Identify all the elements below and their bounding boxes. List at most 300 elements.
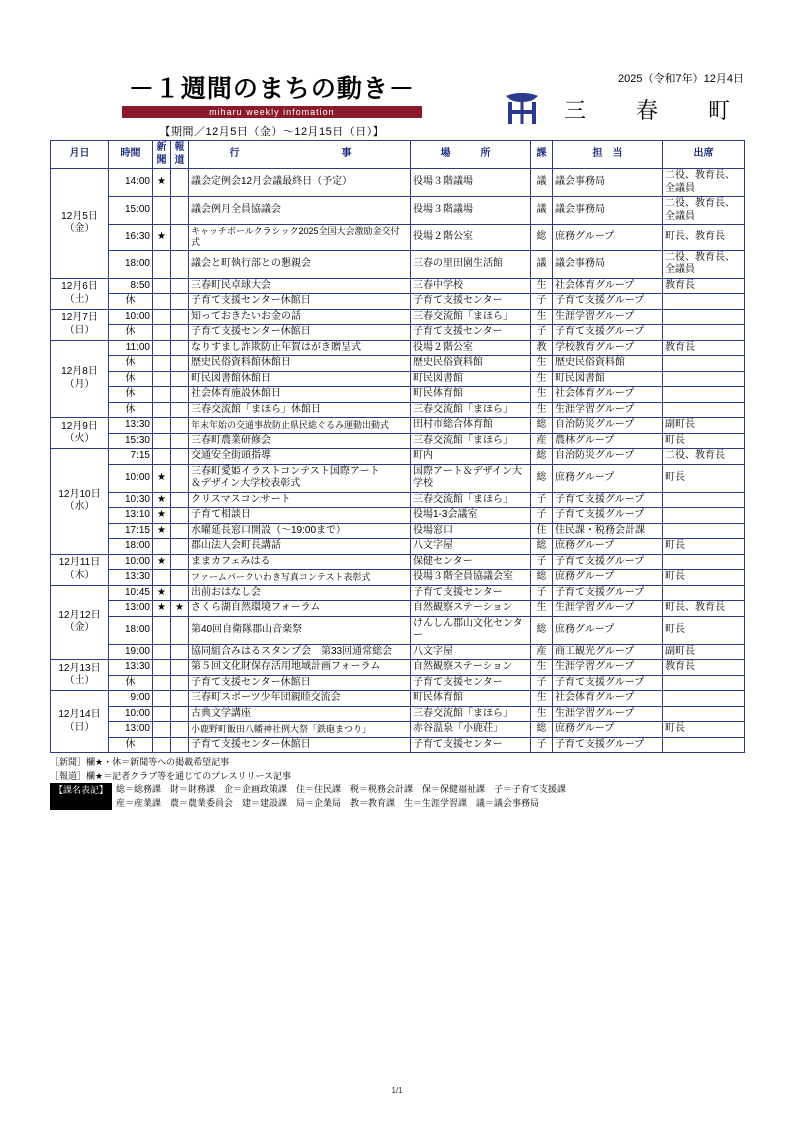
cell-place: 役場３階全員協議会室 (411, 570, 531, 586)
cell-department-code: 住 (531, 523, 553, 539)
table-row (51, 554, 745, 570)
cell-date: 12月13日 （土） (51, 660, 109, 691)
cell-newspaper-mark (153, 616, 171, 644)
cell-place: 三春交流館「まほら」 (411, 433, 531, 449)
col-newspaper: 新聞 (153, 141, 171, 169)
cell-newspaper-mark (153, 250, 171, 278)
cell-event: 三春交流館「まほら」休館日 (189, 402, 411, 418)
cell-time: 13:00 (109, 601, 153, 617)
cell-attend: 二役、教育長、全議員 (663, 250, 745, 278)
schedule-body (51, 169, 745, 753)
header-left (50, 70, 494, 139)
cell-attend: 町長、教育長 (663, 601, 745, 617)
cell-newspaper-mark (153, 356, 171, 372)
note-newspaper: ［新聞］欄★・休＝新聞等への掲載希望記事 (50, 757, 230, 767)
cell-tantou: 子育て支援グループ (553, 294, 663, 310)
cell-time: 休 (109, 675, 153, 691)
cell-tantou: 議会事務局 (553, 250, 663, 278)
table-row (51, 169, 745, 197)
table-row (51, 402, 745, 418)
col-time: 時間 (109, 141, 153, 169)
cell-attend: 教育長 (663, 660, 745, 676)
cell-place: 三春交流館「まほら」 (411, 402, 531, 418)
cell-place: 子育て支援センター (411, 737, 531, 753)
cell-attend (663, 294, 745, 310)
cell-time: 休 (109, 371, 153, 387)
table-row (51, 371, 745, 387)
cell-time: 13:10 (109, 508, 153, 524)
table-row (51, 225, 745, 251)
cell-event: 第５回文化財保存活用地域計画フォーラム (189, 660, 411, 676)
cell-department-code: 子 (531, 675, 553, 691)
cell-department-code: 子 (531, 294, 553, 310)
table-row (51, 418, 745, 434)
cell-tantou: 社会体育グループ (553, 278, 663, 294)
cell-tantou: 歴史民俗資料館 (553, 356, 663, 372)
cell-event: 町民図書館休館日 (189, 371, 411, 387)
cell-newspaper-mark: ★ (153, 169, 171, 197)
cell-newspaper-mark (153, 387, 171, 403)
cell-press-mark (171, 644, 189, 660)
cell-attend (663, 371, 745, 387)
col-place: 場 所 (411, 141, 531, 169)
cell-event: 知っておきたいお金の話 (189, 309, 411, 325)
cell-place: 歴史民俗資料館 (411, 356, 531, 372)
cell-time: 11:00 (109, 340, 153, 356)
cell-attend (663, 675, 745, 691)
cell-tantou: 社会体育グループ (553, 387, 663, 403)
cell-event: 三春町民卓球大会 (189, 278, 411, 294)
title-band: miharu weekly infomation (122, 106, 422, 118)
cell-place: 町民体育館 (411, 691, 531, 707)
cell-department-code: 生 (531, 309, 553, 325)
cell-time: 10:00 (109, 464, 153, 492)
cell-newspaper-mark: ★ (153, 508, 171, 524)
cell-department-code: 産 (531, 433, 553, 449)
cell-tantou: 子育て支援グループ (553, 737, 663, 753)
table-row (51, 601, 745, 617)
cell-press-mark (171, 418, 189, 434)
table-row (51, 706, 745, 722)
department-legend-body (116, 783, 566, 810)
cell-press-mark: ★ (171, 601, 189, 617)
cell-event: 社会体育施設休館日 (189, 387, 411, 403)
cell-press-mark (171, 691, 189, 707)
cell-newspaper-mark (153, 706, 171, 722)
cell-department-code: 総 (531, 539, 553, 555)
cell-attend: 町長 (663, 433, 745, 449)
cell-department-code: 総 (531, 464, 553, 492)
cell-tantou: 庶務グループ (553, 539, 663, 555)
table-row (51, 539, 745, 555)
cell-tantou: 生涯学習グループ (553, 402, 663, 418)
cell-press-mark (171, 169, 189, 197)
cell-department-code: 議 (531, 169, 553, 197)
table-row (51, 309, 745, 325)
cell-event: 子育て支援センター休館日 (189, 675, 411, 691)
cell-department-code: 子 (531, 508, 553, 524)
cell-event: 三春町農業研修会 (189, 433, 411, 449)
cell-place: 八文字屋 (411, 644, 531, 660)
cell-date: 12月6日 （土） (51, 278, 109, 309)
table-row (51, 387, 745, 403)
cell-attend: 町長、教育長 (663, 225, 745, 251)
table-row (51, 464, 745, 492)
cell-department-code: 生 (531, 278, 553, 294)
cell-department-code: 総 (531, 616, 553, 644)
cell-department-code: 子 (531, 585, 553, 601)
cell-newspaper-mark (153, 402, 171, 418)
cell-date: 12月10日 （水） (51, 449, 109, 555)
cell-event: 子育て相談日 (189, 508, 411, 524)
town-name: 三 春 町 (563, 97, 744, 123)
cell-attend (663, 402, 745, 418)
cell-event: なりすまし詐欺防止年賀はがき贈呈式 (189, 340, 411, 356)
cell-place: 三春の里田園生活館 (411, 250, 531, 278)
cell-time: 14:00 (109, 169, 153, 197)
cell-event: クリスマスコンサート (189, 492, 411, 508)
cell-time: 18:00 (109, 539, 153, 555)
cell-attend (663, 387, 745, 403)
cell-time: 10:30 (109, 492, 153, 508)
page-title: －１週間のまちの動き－ (128, 75, 415, 103)
header-right (494, 70, 744, 128)
cell-tantou: 学校教育グループ (553, 340, 663, 356)
cell-department-code: 生 (531, 371, 553, 387)
cell-time: 13:00 (109, 722, 153, 738)
table-row (51, 508, 745, 524)
cell-place: 子育て支援センター (411, 585, 531, 601)
cell-date: 12月5日 （金） (51, 169, 109, 279)
miharu-town-logo-icon (500, 90, 544, 128)
cell-time: 15:00 (109, 197, 153, 225)
cell-press-mark (171, 675, 189, 691)
cell-place: 子育て支援センター (411, 325, 531, 341)
cell-event: キャッチボールクラシック2025全国大会激励金交付式 (189, 225, 411, 251)
cell-event: 協同組合みはるスタンプ会 第33回通常総会 (189, 644, 411, 660)
cell-time: 休 (109, 737, 153, 753)
footnotes (50, 756, 744, 810)
col-event: 行 事 (189, 141, 411, 169)
cell-attend (663, 325, 745, 341)
cell-event: 三春町愛姫イラストコンテスト国際アート ＆デザイン大学校表彰式 (189, 464, 411, 492)
cell-press-mark (171, 554, 189, 570)
col-date: 月日 (51, 141, 109, 169)
cell-tantou: 商工観光グループ (553, 644, 663, 660)
cell-attend: 副町長 (663, 418, 745, 434)
cell-place: 国際アート＆デザイン大学校 (411, 464, 531, 492)
cell-attend: 町長 (663, 464, 745, 492)
department-legend-label: 【課名表記】 (50, 783, 112, 810)
cell-newspaper-mark (153, 691, 171, 707)
table-row (51, 616, 745, 644)
cell-press-mark (171, 371, 189, 387)
cell-press-mark (171, 706, 189, 722)
cell-time: 17:15 (109, 523, 153, 539)
cell-newspaper-mark: ★ (153, 554, 171, 570)
cell-event: 交通安全街頭指導 (189, 449, 411, 465)
cell-place: 役場３階議場 (411, 169, 531, 197)
cell-time: 10:00 (109, 554, 153, 570)
cell-press-mark (171, 523, 189, 539)
cell-department-code: 生 (531, 660, 553, 676)
cell-attend: 教育長 (663, 340, 745, 356)
cell-date: 12月7日 （日） (51, 309, 109, 340)
table-row (51, 197, 745, 225)
cell-press-mark (171, 294, 189, 310)
cell-place: 役場３階議場 (411, 197, 531, 225)
cell-press-mark (171, 387, 189, 403)
cell-date: 12月11日 （木） (51, 554, 109, 585)
town-row (494, 90, 744, 128)
cell-press-mark (171, 616, 189, 644)
cell-event: 出前おはなし会 (189, 585, 411, 601)
cell-time: 7:15 (109, 449, 153, 465)
cell-newspaper-mark: ★ (153, 492, 171, 508)
cell-time: 18:00 (109, 616, 153, 644)
cell-newspaper-mark (153, 433, 171, 449)
cell-place: 町内 (411, 449, 531, 465)
cell-newspaper-mark: ★ (153, 464, 171, 492)
cell-department-code: 教 (531, 340, 553, 356)
cell-event: 水曜延長窓口開設（～19:00まで） (189, 523, 411, 539)
cell-newspaper-mark (153, 737, 171, 753)
table-header-row (51, 141, 745, 169)
table-row (51, 449, 745, 465)
cell-press-mark (171, 197, 189, 225)
cell-newspaper-mark (153, 340, 171, 356)
cell-press-mark (171, 660, 189, 676)
cell-press-mark (171, 433, 189, 449)
cell-place: 八文字屋 (411, 539, 531, 555)
cell-department-code: 総 (531, 722, 553, 738)
cell-event: 古典文学講座 (189, 706, 411, 722)
cell-department-code: 総 (531, 570, 553, 586)
cell-tantou: 子育て支援グループ (553, 325, 663, 341)
cell-tantou: 住民課・税務会計課 (553, 523, 663, 539)
cell-time: 10:45 (109, 585, 153, 601)
cell-department-code: 子 (531, 737, 553, 753)
cell-newspaper-mark (153, 660, 171, 676)
cell-press-mark (171, 309, 189, 325)
cell-tantou: 町民図書館 (553, 371, 663, 387)
cell-event: 第40回自衛隊郡山音楽祭 (189, 616, 411, 644)
table-row (51, 294, 745, 310)
cell-event: ファームパークいわき写真コンテスト表彰式 (189, 570, 411, 586)
cell-department-code: 子 (531, 492, 553, 508)
cell-place: 役場窓口 (411, 523, 531, 539)
cell-department-code: 生 (531, 402, 553, 418)
cell-time: 8:50 (109, 278, 153, 294)
cell-event: 子育て支援センター休館日 (189, 325, 411, 341)
cell-tantou: 庶務グループ (553, 464, 663, 492)
table-row (51, 570, 745, 586)
cell-place: 田村市総合体育館 (411, 418, 531, 434)
cell-attend: 二役、教育長、全議員 (663, 169, 745, 197)
cell-press-mark (171, 585, 189, 601)
cell-tantou: 庶務グループ (553, 616, 663, 644)
table-row (51, 675, 745, 691)
cell-press-mark (171, 340, 189, 356)
cell-event: 議会と町執行部との懇親会 (189, 250, 411, 278)
table-row (51, 325, 745, 341)
cell-time: 13:30 (109, 660, 153, 676)
cell-press-mark (171, 737, 189, 753)
cell-time: 15:30 (109, 433, 153, 449)
cell-time: 16:30 (109, 225, 153, 251)
cell-tantou: 農林グループ (553, 433, 663, 449)
cell-newspaper-mark (153, 325, 171, 341)
cell-department-code: 生 (531, 706, 553, 722)
cell-place: 町民図書館 (411, 371, 531, 387)
cell-place: 三春交流館「まほら」 (411, 309, 531, 325)
table-row (51, 278, 745, 294)
cell-newspaper-mark (153, 371, 171, 387)
cell-newspaper-mark (153, 644, 171, 660)
col-press: 報道 (171, 141, 189, 169)
cell-time: 休 (109, 387, 153, 403)
cell-newspaper-mark (153, 539, 171, 555)
cell-place: 三春交流館「まほら」 (411, 706, 531, 722)
cell-time: 19:00 (109, 644, 153, 660)
table-row (51, 644, 745, 660)
cell-attend (663, 691, 745, 707)
cell-newspaper-mark (153, 309, 171, 325)
note-press: ［報道］欄★＝記者クラブ等を通じてのプレスリリース記事 (50, 770, 291, 781)
cell-event: 三春町スポーツ少年団親睦交流会 (189, 691, 411, 707)
cell-time: 休 (109, 294, 153, 310)
cell-tantou: 生涯学習グループ (553, 309, 663, 325)
cell-place: 役場1-3会議室 (411, 508, 531, 524)
table-row (51, 722, 745, 738)
cell-press-mark (171, 449, 189, 465)
cell-press-mark (171, 325, 189, 341)
cell-newspaper-mark (153, 278, 171, 294)
cell-event: 議会定例会12月会議最終日（予定） (189, 169, 411, 197)
cell-newspaper-mark (153, 418, 171, 434)
cell-attend (663, 554, 745, 570)
cell-attend (663, 585, 745, 601)
table-row (51, 340, 745, 356)
cell-event: 議会例月全員協議会 (189, 197, 411, 225)
cell-tantou: 子育て支援グループ (553, 585, 663, 601)
col-attend: 出席 (663, 141, 745, 169)
cell-time: 10:00 (109, 706, 153, 722)
cell-place: 町民体育館 (411, 387, 531, 403)
cell-time: 休 (109, 356, 153, 372)
cell-attend: 町長 (663, 570, 745, 586)
cell-time: 18:00 (109, 250, 153, 278)
cell-department-code: 生 (531, 387, 553, 403)
cell-department-code: 総 (531, 449, 553, 465)
cell-department-code: 議 (531, 250, 553, 278)
cell-place: 役場２階公室 (411, 340, 531, 356)
schedule-table (50, 140, 745, 753)
cell-attend (663, 356, 745, 372)
cell-press-mark (171, 508, 189, 524)
cell-place: 子育て支援センター (411, 675, 531, 691)
cell-date: 12月9日 （火） (51, 418, 109, 449)
cell-place: 赤谷温泉「小鹿荘」 (411, 722, 531, 738)
cell-attend (663, 309, 745, 325)
cell-attend: 二役、教育長 (663, 449, 745, 465)
cell-tantou: 自治防災グループ (553, 418, 663, 434)
cell-attend: 町長 (663, 722, 745, 738)
issue-date: 2025（令和7年）12月4日 (618, 73, 744, 85)
cell-time: 休 (109, 325, 153, 341)
table-row (51, 585, 745, 601)
cell-newspaper-mark: ★ (153, 225, 171, 251)
cell-press-mark (171, 278, 189, 294)
table-row (51, 737, 745, 753)
cell-attend: 町長 (663, 616, 745, 644)
cell-press-mark (171, 250, 189, 278)
cell-place: 三春中学校 (411, 278, 531, 294)
table-row (51, 523, 745, 539)
cell-event: 小鹿野町飯田八幡神社例大祭「鉄砲まつり」 (189, 722, 411, 738)
cell-tantou: 生涯学習グループ (553, 706, 663, 722)
cell-department-code: 議 (531, 197, 553, 225)
table-row (51, 433, 745, 449)
cell-newspaper-mark (153, 570, 171, 586)
cell-newspaper-mark (153, 675, 171, 691)
cell-tantou: 子育て支援グループ (553, 675, 663, 691)
cell-place: 子育て支援センター (411, 294, 531, 310)
cell-date: 12月14日 （日） (51, 691, 109, 753)
cell-place: 自然観察ステーション (411, 601, 531, 617)
cell-attend: 二役、教育長、全議員 (663, 197, 745, 225)
cell-press-mark (171, 539, 189, 555)
department-legend (50, 783, 744, 810)
col-ka: 課 (531, 141, 553, 169)
period-label: 【期間／12月5日（金）～12月15日（日）】 (159, 125, 385, 138)
cell-press-mark (171, 492, 189, 508)
cell-event: 年末年始の交通事故防止県民総ぐるみ運動出動式 (189, 418, 411, 434)
cell-tantou: 庶務グループ (553, 570, 663, 586)
department-legend-line2: 産＝産業課 農＝農業委員会 建＝建設課 局＝企業局 教＝教育課 生＝生涯学習課 議＝議会事務局 (116, 797, 540, 808)
cell-tantou: 議会事務局 (553, 169, 663, 197)
cell-place: 役場２階公室 (411, 225, 531, 251)
cell-place: 保健センター (411, 554, 531, 570)
department-legend-line1: 総＝総務課 財＝財務課 企＝企画政策課 住＝住民課 税＝税務会計課 保＝保健福祉課 子＝子育て支援課 (116, 784, 567, 794)
cell-newspaper-mark: ★ (153, 585, 171, 601)
cell-press-mark (171, 464, 189, 492)
cell-place: 自然観察ステーション (411, 660, 531, 676)
cell-attend (663, 523, 745, 539)
cell-tantou: 生涯学習グループ (553, 601, 663, 617)
cell-department-code: 総 (531, 418, 553, 434)
table-row (51, 356, 745, 372)
cell-time: 休 (109, 402, 153, 418)
table-row (51, 250, 745, 278)
col-tantou: 担 当 (553, 141, 663, 169)
cell-event: ままカフェみはる (189, 554, 411, 570)
cell-newspaper-mark (153, 294, 171, 310)
cell-department-code: 生 (531, 356, 553, 372)
cell-time: 13:30 (109, 418, 153, 434)
cell-department-code: 生 (531, 601, 553, 617)
cell-time: 10:00 (109, 309, 153, 325)
cell-event: 子育て支援センター休館日 (189, 294, 411, 310)
cell-event: 郡山法人会町長講話 (189, 539, 411, 555)
cell-newspaper-mark (153, 449, 171, 465)
table-row (51, 691, 745, 707)
cell-attend (663, 492, 745, 508)
cell-tantou: 議会事務局 (553, 197, 663, 225)
cell-department-code: 産 (531, 644, 553, 660)
cell-press-mark (171, 356, 189, 372)
cell-press-mark (171, 722, 189, 738)
